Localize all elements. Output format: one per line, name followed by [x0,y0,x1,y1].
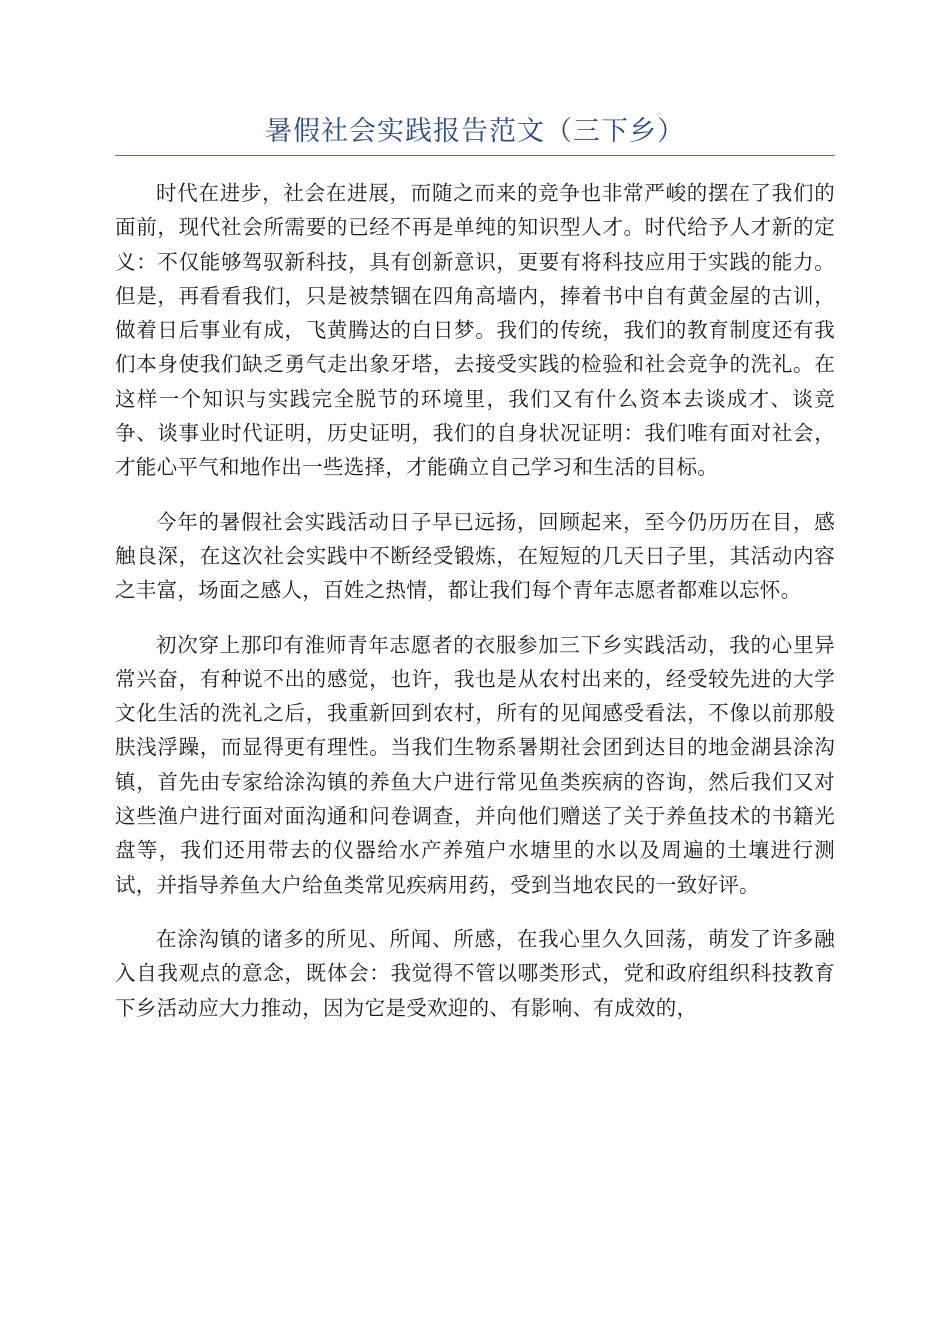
paragraph-1: 时代在进步，社会在进展，而随之而来的竞争也非常严峻的摆在了我们的面前，现代社会所需要的已经不再是单纯的知识型人才。时代给予人才新的定义：不仅能够驾驭新科技，具有创新意识，更要有将科技应用于实践的能力。但是，再看看我们，只是被禁锢在四角高墙内，捧着书中自有黄金屋的古训，做着日后事业有成，飞黄腾达的白日梦。我们的传统，我们的教育制度还有我们本身使我们缺乏勇气走出象牙塔，去接受实践的检验和社会竞争的洗礼。在这样一个知识与实践完全脱节的环境里，我们又有什么资本去谈成才、谈竞争、谈事业时代证明，历史证明，我们的自身状况证明：我们唯有面对社会，才能心平气和地作出一些选择，才能确立自己学习和生活的目标。 [115,181,835,480]
title-underline [115,155,835,156]
document-body [115,176,835,1045]
paragraph-3: 初次穿上那印有淮师青年志愿者的衣服参加三下乡实践活动，我的心里异常兴奋，有种说不出的感觉，也许，我也是从农村出来的，经受较先进的大学文化生活的洗礼之后，我重新回到农村，所有的见闻感受看法，不像以前那般肤浅浮躁，而显得更有理性。当我们生物系暑期社会团到达目的地金湖县涂沟镇，首先由专家给涂沟镇的养鱼大户进行常见鱼类疾病的咨询，然后我们又对这些渔户进行面对面沟通和问卷调查，并向他们赠送了关于养鱼技术的书籍光盘等，我们还用带去的仪器给水产养殖户水塘里的水以及周遍的土壤进行测试，并指导养鱼大户给鱼类常见疾病用药，受到当地农民的一致好评。 [115,632,835,897]
document-title: 暑假社会实践报告范文（三下乡） [265,116,685,147]
paragraph-2: 今年的暑假社会实践活动日子早已远扬，回顾起来，至今仍历历在目，感触良深，在这次社会实践中不断经受锻炼，在短短的几天日子里，其活动内容之丰富，场面之感人，百姓之热情，都让我们每个青年志愿者都难以忘怀。 [115,509,835,603]
paragraph-4: 在涂沟镇的诸多的所见、所闻、所感，在我心里久久回荡，萌发了许多融入自我观点的意念，既体会：我觉得不管以哪类形式，党和政府组织科技教育下乡活动应大力推动，因为它是受欢迎的、有影响、有成效的， [115,926,835,1020]
